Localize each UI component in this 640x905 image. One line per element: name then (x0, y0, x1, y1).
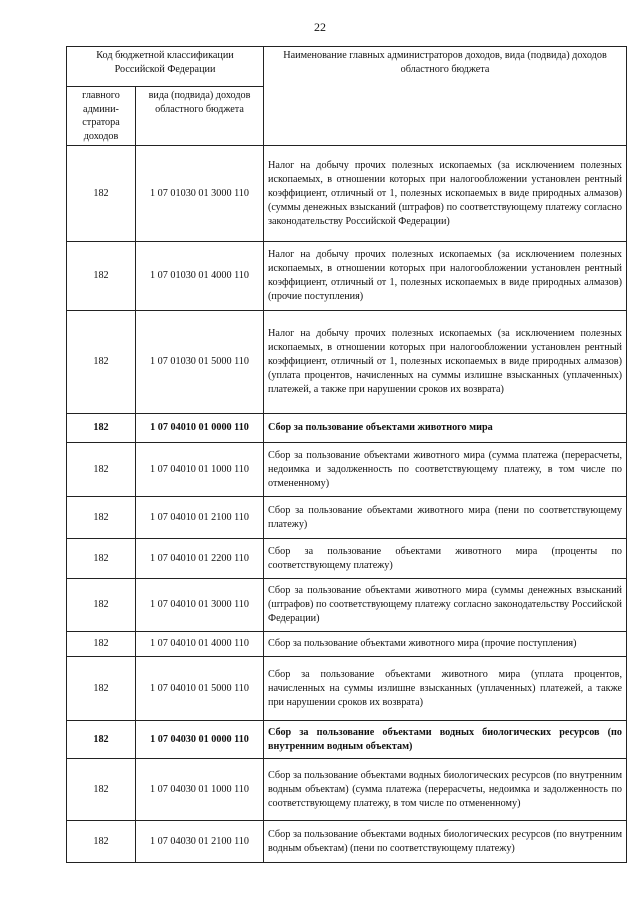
revenue-name-cell: Сбор за пользование объектами животного мира (сумма платежа (перерасчеты, недоимка и задолженность по соответствующему платежу, в том числе по отмененному) (264, 443, 627, 497)
table-row (67, 539, 627, 579)
table-row (67, 414, 627, 443)
budget-classification-table (66, 46, 627, 863)
table-row (67, 497, 627, 539)
revenue-name-cell: Налог на добычу прочих полезных ископаемых (за исключением полезных ископаемых, в отношении которых при налогообложении установлен рентный коэффициент, отличный от 1, полезных ископаемых в виде природных алмазов) (прочие поступления) (264, 242, 627, 311)
revenue-name-cell: Налог на добычу прочих полезных ископаемых (за исключением полезных ископаемых, в отношении которых при налогообложении установлен рентный коэффициент, отличный от 1, полезных ископаемых в виде природных алмазов) (суммы денежных взысканий (штрафов) по соответствующему платежу согласно законодательству Российской Федерации) (264, 146, 627, 242)
revenue-code-cell: 1 07 04010 01 3000 110 (136, 579, 264, 632)
admin-code-cell: 182 (67, 242, 136, 311)
table-row (67, 721, 627, 759)
revenue-code-cell: 1 07 04030 01 0000 110 (136, 721, 264, 759)
table-row (67, 311, 627, 414)
header-code-group: Код бюджетной классификации Российской Федерации (67, 47, 264, 87)
revenue-name-cell: Сбор за пользование объектами водных биологических ресурсов (по внутренним водным объектам) (пени по соответствующему платежу) (264, 821, 627, 863)
admin-code-cell: 182 (67, 146, 136, 242)
admin-code-cell: 182 (67, 414, 136, 443)
admin-code-cell: 182 (67, 721, 136, 759)
revenue-name-cell: Сбор за пользование объектами животного мира (суммы денежных взысканий (штрафов) по соответствующему платежу согласно законодательству Российской Федерации) (264, 579, 627, 632)
revenue-code-cell: 1 07 04010 01 2200 110 (136, 539, 264, 579)
table-row (67, 821, 627, 863)
revenue-code-cell: 1 07 01030 01 5000 110 (136, 311, 264, 414)
revenue-code-cell: 1 07 04030 01 1000 110 (136, 759, 264, 821)
table-row (67, 657, 627, 721)
revenue-name-cell: Сбор за пользование объектами водных биологических ресурсов (по внутренним водным объектам) (сумма платежа (перерасчеты, недоимка и задолженность по соответствующему платежу, в том числе по отмененному) (264, 759, 627, 821)
table-row (67, 759, 627, 821)
admin-code-cell: 182 (67, 632, 136, 657)
admin-code-cell: 182 (67, 497, 136, 539)
admin-code-cell: 182 (67, 539, 136, 579)
header-name-column: Наименование главных администраторов доходов, вида (подвида) доходов областного бюджета (264, 47, 627, 146)
admin-code-cell: 182 (67, 759, 136, 821)
revenue-name-cell: Сбор за пользование объектами животного мира (пени по соответствующему платежу) (264, 497, 627, 539)
revenue-code-cell: 1 07 01030 01 3000 110 (136, 146, 264, 242)
page-number: 22 (314, 20, 326, 34)
admin-code-cell: 182 (67, 821, 136, 863)
revenue-name-cell: Сбор за пользование объектами животного мира (прочие поступления) (264, 632, 627, 657)
revenue-name-cell: Сбор за пользование объектами водных биологических ресурсов (по внутренним водным объектам) (264, 721, 627, 759)
revenue-code-cell: 1 07 04010 01 5000 110 (136, 657, 264, 721)
revenue-code-cell: 1 07 04010 01 0000 110 (136, 414, 264, 443)
header-code-column: вида (подвида) доходов областного бюджета (136, 87, 264, 146)
table-row (67, 579, 627, 632)
revenue-code-cell: 1 07 04010 01 1000 110 (136, 443, 264, 497)
revenue-name-cell: Налог на добычу прочих полезных ископаемых (за исключением полезных ископаемых, в отношении которых при налогообложении установлен рентный коэффициент, отличный от 1, полезных ископаемых в виде природных алмазов) (уплата процентов, начисленных на суммы излишне взысканных (уплаченных) платежей, а также при нарушении сроков их возврата) (264, 311, 627, 414)
admin-code-cell: 182 (67, 579, 136, 632)
revenue-name-cell: Сбор за пользование объектами животного мира (проценты по соответствующему платежу) (264, 539, 627, 579)
revenue-code-cell: 1 07 04010 01 2100 110 (136, 497, 264, 539)
revenue-name-cell: Сбор за пользование объектами животного мира (264, 414, 627, 443)
admin-code-cell: 182 (67, 311, 136, 414)
revenue-code-cell: 1 07 04030 01 2100 110 (136, 821, 264, 863)
table-row (67, 632, 627, 657)
admin-code-cell: 182 (67, 443, 136, 497)
header-admin-column: главного админи-стратора доходов (67, 87, 136, 146)
revenue-name-cell: Сбор за пользование объектами животного мира (уплата процентов, начисленных на суммы излишне взысканных (уплаченных) платежей, а также при нарушении сроков их возврата) (264, 657, 627, 721)
table-row (67, 242, 627, 311)
table-row (67, 443, 627, 497)
admin-code-cell: 182 (67, 657, 136, 721)
table-row (67, 146, 627, 242)
revenue-code-cell: 1 07 04010 01 4000 110 (136, 632, 264, 657)
revenue-code-cell: 1 07 01030 01 4000 110 (136, 242, 264, 311)
